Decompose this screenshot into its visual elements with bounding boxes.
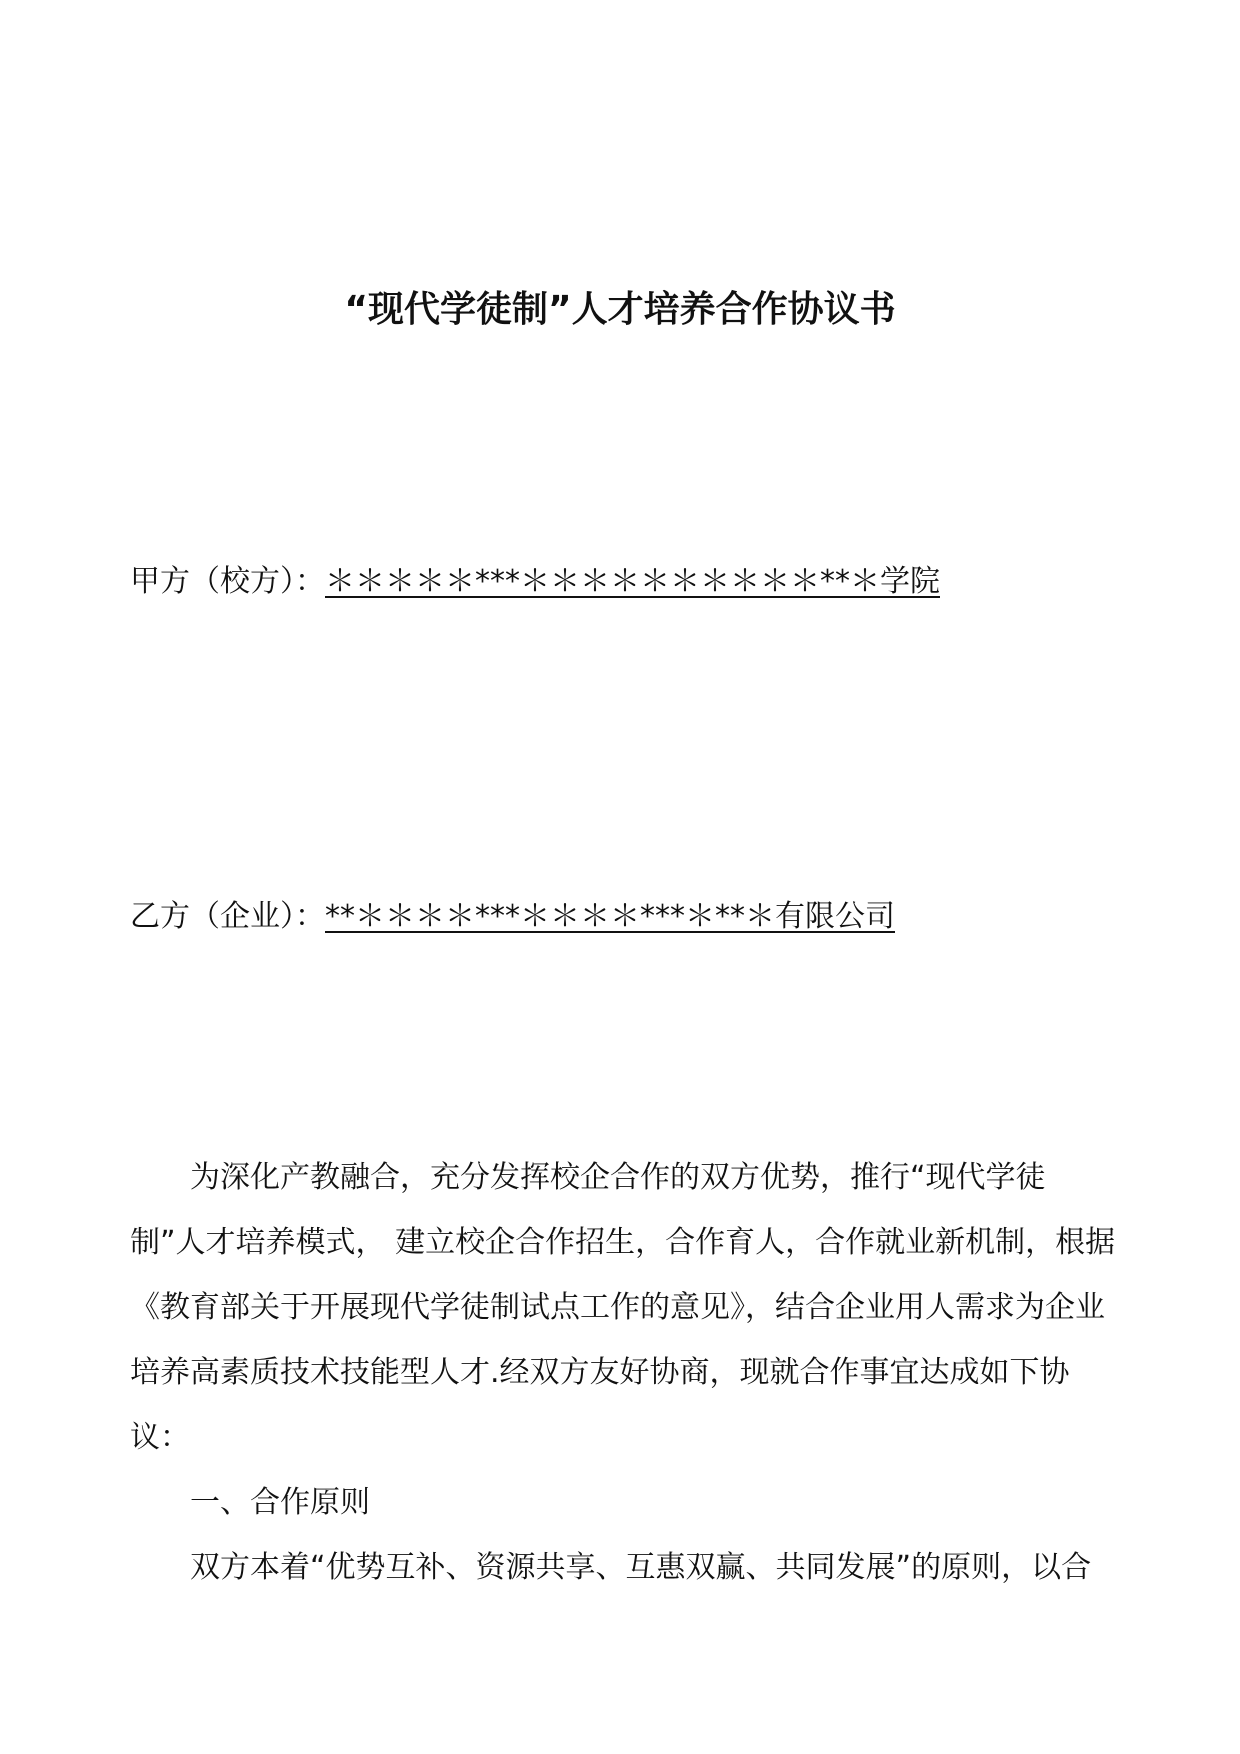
party-a-value: ＊＊＊＊＊***＊＊＊＊＊＊＊＊＊＊**＊学院 [325,564,940,599]
intro-paragraph: 为深化产教融合，充分发挥校企合作的双方优势，推行“现代学徒制”人才培养模式， 建立校企合作招生，合作育人，合作就业新机制，根据《教育部关于开展现代学徒制试点工作的意见》，结合企业用人需求为企业培养高素质技术技能型人才.经双方友好协商，现就合作事宜达成如下协议： [130,1160,1116,1455]
party-a-label: 甲方（校方）： [130,564,325,599]
agreement-body [130,1145,1120,1600]
party-b-value: **＊＊＊＊***＊＊＊＊***＊**＊有限公司 [325,899,895,934]
party-b-label: 乙方（企业）： [130,899,325,934]
section-1-paragraph: 双方本着“优势互补、资源共享、互惠双赢、共同发展”的原则，以合 [190,1550,1092,1585]
party-a-line [130,560,940,604]
party-b-line [130,895,895,939]
section-heading-cooperation-principles: 一、合作原则 [190,1485,370,1520]
document-title: “现代学徒制”人才培养合作协议书 [344,289,896,330]
